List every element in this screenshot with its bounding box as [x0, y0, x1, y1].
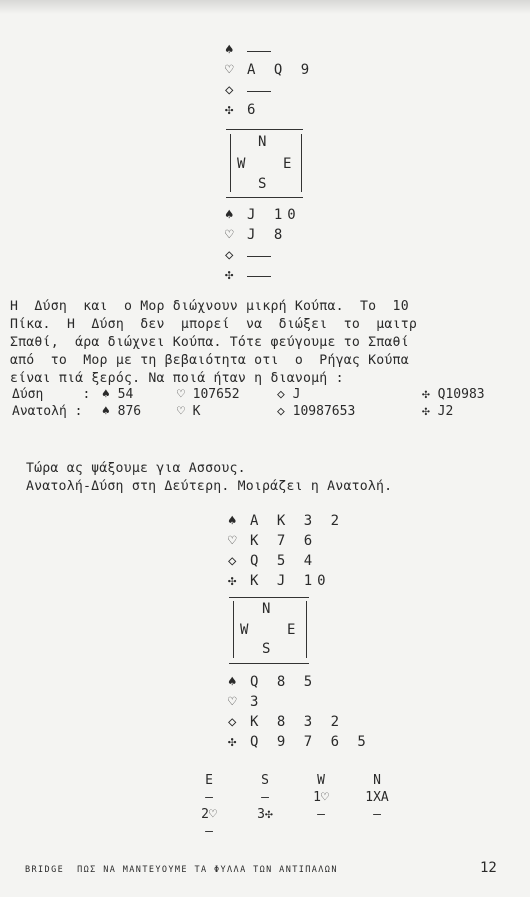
header-south: S	[261, 773, 269, 788]
header-north: N	[373, 773, 381, 788]
compass-bottom-rule	[226, 197, 303, 198]
spade-icon: ♠	[228, 513, 238, 529]
top-north-hand	[225, 40, 314, 120]
compass-north: N	[262, 601, 271, 617]
south-spade-row	[228, 672, 371, 692]
north-diamond-row	[228, 551, 344, 571]
heart-holding: ♡ K	[177, 404, 201, 419]
header-east: E	[205, 773, 213, 788]
player-name: Δύση :	[12, 387, 91, 402]
compass-west: W	[237, 156, 246, 172]
text-line: από το Μορ με τη βεβαιότητα οτι ο Ρήγας Κούπα	[10, 353, 409, 368]
heart-cards: J 8	[247, 227, 288, 243]
distribution-row-east	[12, 403, 512, 420]
bidding-row	[181, 823, 405, 840]
text-line: Πίκα. Η Δύση δεν μπορεί να διώξει το μαιτρ	[10, 317, 417, 332]
spade-cards: J 10	[247, 207, 301, 223]
heart-cards: A Q 9	[247, 62, 315, 78]
compass-top-rule	[229, 597, 309, 598]
south-spade-row	[225, 205, 301, 225]
south-heart-row	[225, 225, 301, 245]
heart-icon: ♡	[228, 694, 238, 710]
heart-cards: 3	[250, 694, 264, 710]
south-diamond-row	[225, 245, 301, 265]
spade-holding: ♠ 54	[102, 387, 134, 402]
club-cards: 6	[247, 102, 261, 118]
bidding-table	[181, 772, 405, 840]
south-club-row	[228, 732, 371, 752]
club-holding: ✣ Q10983	[422, 387, 485, 402]
compass-east: E	[287, 622, 296, 638]
spade-cards: Q 8 5	[250, 674, 318, 690]
text-line: Ανατολή-Δύση στη Δεύτερη. Μοιράζει η Ανατολή.	[26, 479, 393, 494]
void-dash	[247, 256, 271, 257]
bid-cell: 1XA	[365, 790, 389, 805]
bid-cell: 3✣	[257, 807, 273, 822]
north-heart-row	[228, 531, 344, 551]
bid-cell: —	[373, 807, 381, 822]
explanation-paragraph	[10, 298, 525, 388]
header-west: W	[317, 773, 325, 788]
bid-cell: 2♡	[201, 807, 217, 822]
problem-intro	[26, 460, 530, 496]
player-name: Ανατολή :	[12, 404, 83, 419]
bid-cell	[349, 823, 405, 840]
bid-cell: 1♡	[313, 790, 329, 805]
bid-cell	[237, 823, 293, 840]
bid-cell: —	[205, 790, 213, 805]
bidding-row	[181, 789, 405, 806]
bid-cell: —	[205, 824, 213, 839]
heart-icon: ♡	[225, 62, 235, 78]
club-icon: ✣	[228, 734, 238, 750]
compass-south: S	[262, 641, 271, 657]
bid-cell: —	[317, 807, 325, 822]
distribution-row-west	[12, 386, 512, 403]
bid-cell	[293, 823, 349, 840]
spade-icon: ♠	[225, 207, 235, 223]
diamond-icon: ◇	[228, 714, 238, 730]
diamond-icon: ◇	[225, 247, 235, 263]
text-line: Τώρα ας ψάξουμε για Ασσους.	[26, 461, 246, 476]
compass-bottom-rule	[229, 663, 309, 664]
text-line: είναι πιά ξερός. Να ποιά ήταν η διανομή :	[10, 371, 344, 386]
bottom-north-hand	[228, 511, 344, 591]
distribution-table	[12, 386, 512, 420]
club-icon: ✣	[225, 102, 235, 118]
page-number: 12	[480, 860, 497, 876]
running-footer: BRIDGE ΠΩΣ ΝΑ ΜΑΝΤΕΥΟΥΜΕ ΤΑ ΦΥΛΛΑ ΤΩΝ ΑΝΤΙΠΑΛΩΝ	[25, 865, 338, 875]
north-club-row	[228, 571, 344, 591]
north-club-row	[225, 100, 314, 120]
void-dash	[247, 276, 271, 277]
diamond-icon: ◇	[225, 82, 235, 98]
diamond-icon: ◇	[228, 553, 238, 569]
spade-cards: A K 3 2	[250, 513, 345, 529]
spade-icon: ♠	[225, 42, 235, 58]
club-icon: ✣	[228, 573, 238, 589]
spade-holding: ♠ 876	[102, 404, 142, 419]
club-holding: ✣ J2	[422, 404, 454, 419]
south-club-row	[225, 265, 301, 285]
scan-shading	[0, 0, 530, 14]
bottom-south-hand	[228, 672, 371, 752]
heart-holding: ♡ 107652	[177, 387, 240, 402]
compass-north: N	[258, 134, 267, 150]
text-line: Σπαθί, άρα διώχνει Κούπα. Τότε φεύγουμε το Σπαθί	[10, 335, 409, 350]
top-south-hand	[225, 205, 301, 285]
diamond-cards: Q 5 4	[250, 553, 318, 569]
compass-south: S	[258, 176, 267, 192]
heart-cards: K 7 6	[250, 533, 318, 549]
north-heart-row	[225, 60, 314, 80]
club-cards: Q 9 7 6 5	[250, 734, 371, 750]
bidding-header	[181, 772, 405, 789]
south-diamond-row	[228, 712, 371, 732]
compass-west: W	[240, 622, 249, 638]
diamond-holding: ◇ J	[277, 387, 301, 402]
club-icon: ✣	[225, 267, 235, 283]
diamond-holding: ◇ 10987653	[277, 404, 356, 419]
spade-icon: ♠	[228, 674, 238, 690]
north-diamond-row	[225, 80, 314, 100]
void-dash	[247, 51, 271, 52]
heart-icon: ♡	[228, 533, 238, 549]
diamond-cards: K 8 3 2	[250, 714, 345, 730]
void-dash	[247, 91, 271, 92]
compass-top-rule	[226, 129, 303, 130]
south-heart-row	[228, 692, 371, 712]
text-line: Η Δύση και ο Μορ διώχνουν μικρή Κούπα. Το 10	[10, 299, 409, 314]
north-spade-row	[228, 511, 344, 531]
bid-cell: —	[261, 790, 269, 805]
bidding-row	[181, 806, 405, 823]
compass-east: E	[283, 156, 292, 172]
heart-icon: ♡	[225, 227, 235, 243]
north-spade-row	[225, 40, 314, 60]
club-cards: K J 10	[250, 573, 331, 589]
